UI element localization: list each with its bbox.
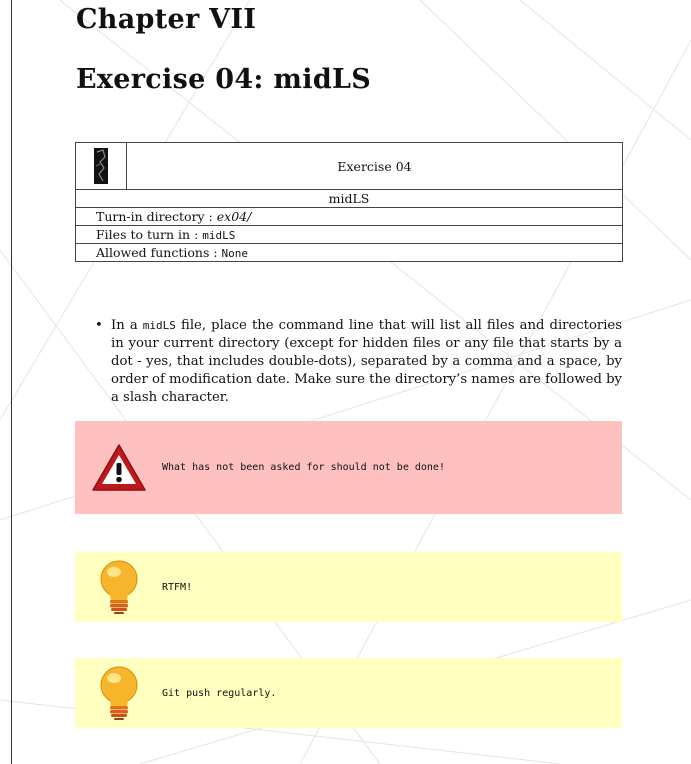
warning-notice (75, 421, 622, 514)
tip-notice-rtfm (75, 552, 622, 622)
warning-icon-wrap (75, 442, 162, 494)
school-logo (76, 143, 127, 189)
warning-triangle-icon (90, 442, 148, 494)
instruction-filename: midLS (142, 319, 176, 332)
exercise-name: midLS (76, 190, 622, 208)
warning-text: What has not been asked for should not be done! (162, 462, 445, 473)
tip-text-rtfm: RTFM! (162, 581, 193, 593)
tip-notice-git (75, 658, 622, 728)
lightbulb-icon (97, 665, 141, 721)
tip-text-git: Git push regularly. (162, 687, 277, 699)
lightbulb-icon (97, 559, 141, 615)
chapter-title: Chapter VII (76, 4, 257, 35)
exercise-info-table (75, 142, 623, 262)
files-to-turn-in-row (76, 226, 622, 244)
files-to-turn-in-value: midLS (202, 229, 236, 242)
exercise-number: Exercise 04 (337, 158, 412, 174)
files-to-turn-in-label: Files to turn in : (96, 227, 203, 242)
bullet-icon: • (95, 318, 103, 333)
turn-in-directory-row (76, 208, 622, 226)
school-logo-icon (94, 148, 108, 184)
exercise-title: Exercise 04: midLS (76, 64, 372, 95)
turn-in-directory-label: Turn-in directory : (96, 209, 217, 224)
allowed-functions-label: Allowed functions : (96, 245, 222, 260)
instruction-prefix: In a (111, 318, 143, 333)
allowed-functions-row (76, 244, 622, 261)
allowed-functions-value: None (221, 247, 249, 260)
tip-icon-wrap (75, 665, 162, 721)
instruction-text (111, 317, 622, 407)
exercise-table-header (76, 143, 622, 190)
turn-in-directory-value: ex04/ (216, 209, 252, 224)
instruction-body: file, place the command line that will list all files and directories in your current directory (except for hidden files or any file that starts by a dot - yes, that includes double-dots), separated by a comma and a space, by order of modification date. Make sure the directory’s names are followed by a slash character. (111, 318, 622, 405)
tip-icon-wrap (75, 559, 162, 615)
instruction-bullet (95, 317, 622, 407)
